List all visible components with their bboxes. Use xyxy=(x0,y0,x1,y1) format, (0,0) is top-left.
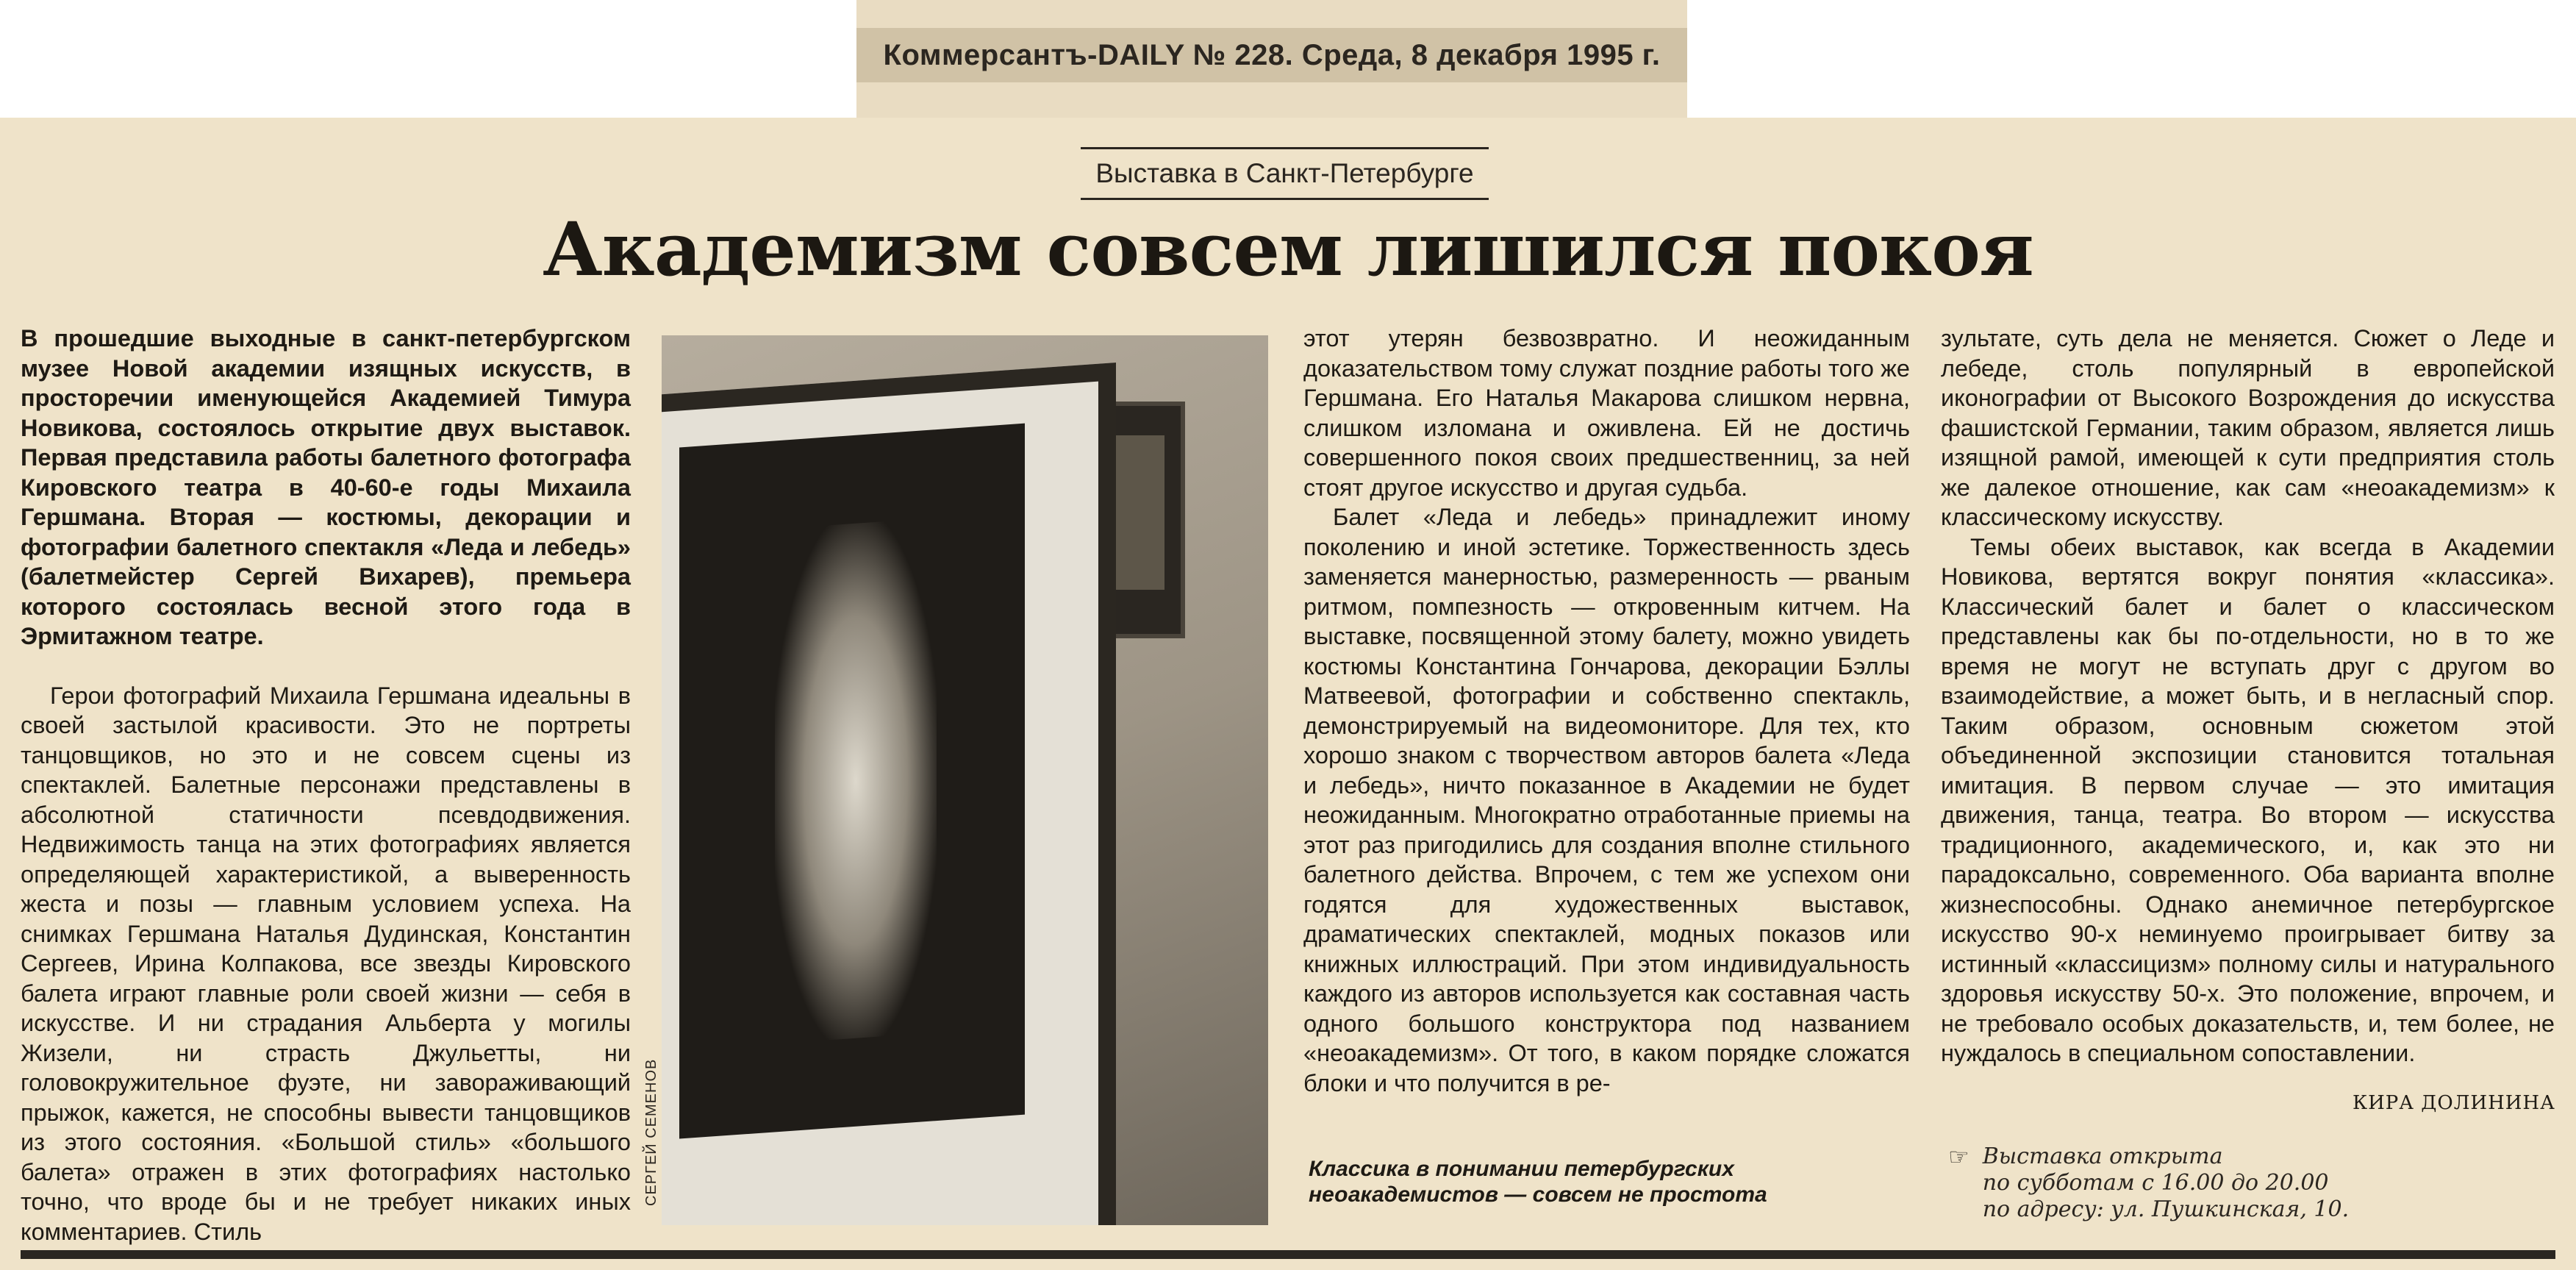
body-paragraph: зультате, суть дела не меняется. Сюжет о Леде и лебеде, столь популярный в европейской иконографии от Высокого Возрождения до искусства фашистской Германии, таким образом, является лишь изящной рамой, имеющей к сути предприятия столь же далекое отношение, как сам «неоакадемизм» к классическому искусству. xyxy=(1941,325,2555,530)
exhibition-info xyxy=(1948,1144,2349,1223)
photo-credit: СЕРГЕЙ СЕМЕНОВ xyxy=(643,1058,659,1206)
column-1 xyxy=(21,324,631,1246)
masthead: Коммерсантъ-DAILY № 228. Среда, 8 декабря 1995 г. xyxy=(856,28,1687,82)
body-paragraph: этот утерян безвозвратно. И неожиданным доказательством тому служат поздние работы того же Гершмана. Его Наталья Макарова слишком нервна, слишком изломана и оживлена. Ей не достичь совершенного покоя своих предшественниц, за ней стоят другое искусство и другая судьба. xyxy=(1303,325,1910,501)
pointing-hand-icon: ☞ xyxy=(1948,1143,1969,1171)
photo-print xyxy=(679,424,1025,1139)
body-paragraph: Темы обеих выставок, как всегда в Академии Новикова, вертятся вокруг понятия «классика». Классический балет и балет о классическом представлены как бы по-отдельности, но в то же время не могут не вступать друг с другом во взаимодействие, а может быть, и в негласный спор. Таким образом, основным сюжетом этой объединенной экспозиции становится тотальная имитация. В первом случае — это имитация движения, танца, театра. Во втором — искусства традиционного, академического, и, как это ни парадоксально, современного. Оба варианта вполне жизнеспособны. Однако анемичное петербургское искусство 90-х неминуемо проигрывает битву за истинный «классицизм» полному силы и натурального здоровья искусству 50-х. Это положение, впрочем, и не требовало особых доказательств, и, тем более, не нуждалось в специальном сопоставлении. xyxy=(1941,533,2555,1066)
info-line: по субботам с 16.00 до 20.00 xyxy=(1982,1170,2329,1196)
author-byline: КИРА ДОЛИНИНА xyxy=(2353,1092,2555,1114)
column-2 xyxy=(1303,324,1910,1098)
bottom-rule xyxy=(21,1250,2555,1259)
rubric: Выставка в Санкт-Петербурге xyxy=(1095,158,1474,188)
body-paragraph: Герои фотографий Михаила Гершмана идеальны в своей застылой красивости. Это не портреты танцовщиков, но это и не совсем сцены из спектаклей. Балетные персонажи представлены в абсолютной статичности псевдодвижения. Недвижимость танца на этих фотографиях является определяющей характеристикой, а выверенность жеста и позы — главным условием успеха. На снимках Гершмана Наталья Дудинская, Константин Сергеев, Ирина Колпакова, все звезды Кировского балета играют главные роли своей жизни — себя в искусстве. И ни страдания Альберта у могилы Жизели, ни страсть Джульетты, ни головокружительное фуэте, ни завораживающий прыжок, кажется, не способны вывести танцовщиков из этого состояния. «Большой стиль» «большого балета» отражен в этих фотографиях настолько точно, что вроде бы и не требует никаких иных комментариев. Стиль xyxy=(21,682,631,1245)
lead-paragraph: В прошедшие выходные в санкт-петербургском музее Новой академии изящных искусств, в просторечии именующейся Академией Тимура Новикова, состоялось открытие двух выставок. Первая представила работы балетного фотографа Кировского театра в 40-60-е годы Михаила Гершмана. Вторая — костюмы, декорации и фотографии балетного спектакля «Леда и лебедь» (балетмейстер Сергей Вихарев), премьера которого состоялась весной этого года в Эрмитажном театре. xyxy=(21,325,631,649)
photo-large-frame xyxy=(662,363,1116,1225)
body-paragraph: Балет «Леда и лебедь» принадлежит иному поколению и иной эстетике. Торжественность здесь заменяется манерностью, размеренность — рваным ритмом, помпезность — откровенным китчем. На выставке, посвященной этому балету, можно увидеть костюмы Константина Гончарова, декорации Бэллы Матвеевой, фотографии и собственно спектакль, демонстрируемый на видеомониторе. Для тех, кто хорошо знаком с творчеством авторов балета «Леда и лебедь», ничто показанное в Академии не будет неожиданным. Многократно отработанные приемы на этот раз пригодились для создания вполне стильного балетного действа. Впрочем, с тем же успехом они годятся для художественных выставок, драматических спектаклей, модных показов или книжных иллюстраций. При этом индивидуальность каждого из авторов используется как составная часть одного большого конструктора под названием «неоакадемизм». От того, в каком порядке сложатся блоки и что получится в ре- xyxy=(1303,504,1910,1096)
info-line: Выставка открыта xyxy=(1982,1144,2223,1169)
rubric-box xyxy=(1081,147,1489,200)
info-line: по адресу: ул. Пушкинская, 10. xyxy=(1982,1196,2350,1222)
column-3 xyxy=(1941,324,2555,1069)
exhibition-info-text xyxy=(1983,1144,2349,1223)
headline: Академизм совсем лишился покоя xyxy=(543,206,2033,293)
photo-figure xyxy=(775,518,937,1044)
photo xyxy=(662,335,1268,1225)
photo-caption: Классика в понимании петербургских неоакадемистов — совсем не простота xyxy=(1309,1157,1767,1207)
